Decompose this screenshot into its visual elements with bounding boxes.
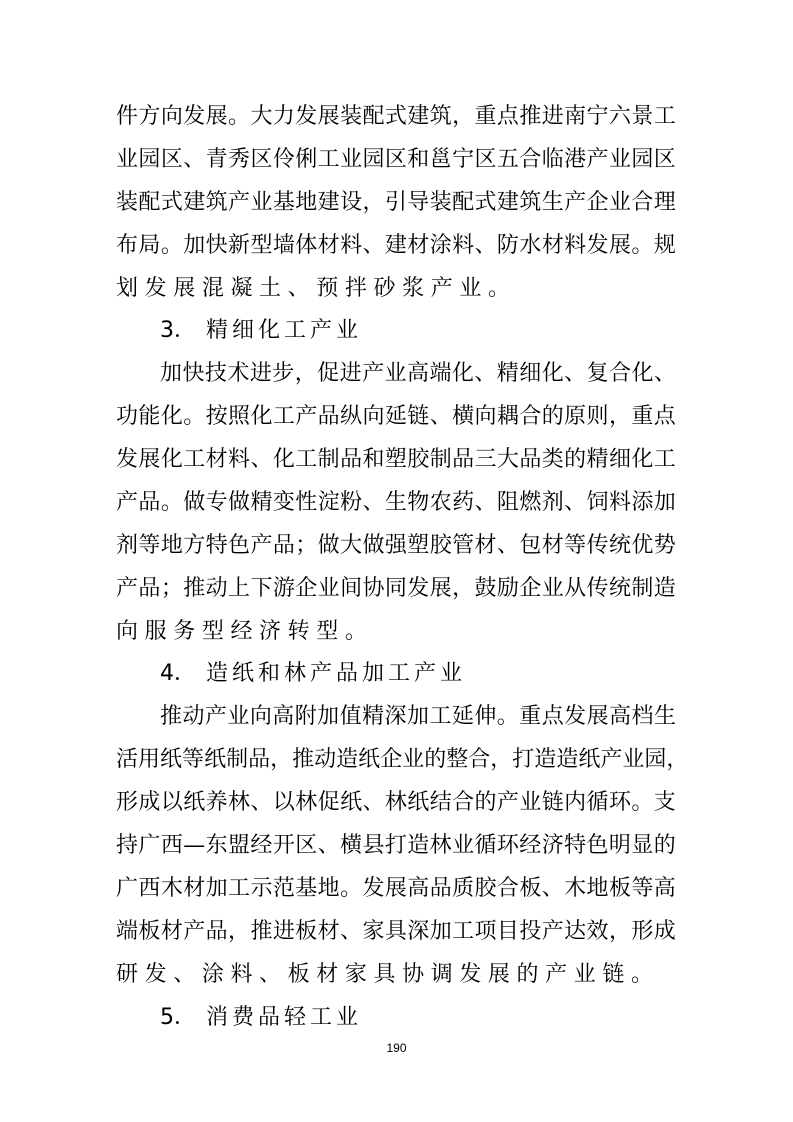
section-number: 4．	[160, 661, 196, 686]
paragraph-line: 业 园 区 、 青 秀 区 伶 俐 工 业 园 区 和 邕 宁 区 五 合 临 港 产 业 园 区	[116, 147, 676, 172]
paragraph-line: 功 能 化 。 按 照 化 工 产 品 纵 向 延 链 、 横 向 耦 合 的 原 则 ， 重 点	[116, 404, 676, 429]
section-title: 消费品轻工业	[206, 1005, 363, 1030]
section-title: 造纸和林产品加工产业	[206, 661, 467, 686]
paragraph-line: 划 发 展 混 凝 土 、 预 拌 砂 浆 产 业 。	[116, 276, 510, 301]
paragraph-line: 活 用 纸 等 纸 制 品 ， 推 动 造 纸 企 业 的 整 合 ， 打 造 造 纸 产 业 园 ，	[116, 747, 689, 772]
paragraph-line: 加 快 技 术 进 步 ， 促 进 产 业 高 端 化 、 精 细 化 、 复 合 化 、	[160, 361, 676, 386]
paragraph-line: 端 板 材 产 品 ， 推 进 板 材 、 家 具 深 加 工 项 目 投 产 达 效 ， 形 成	[116, 919, 676, 944]
paragraph-line: 装 配 式 建 筑 产 业 基 地 建 设 ， 引 导 装 配 式 建 筑 生 产 企 业 合 理	[116, 190, 676, 215]
paragraph-line: 剂 等 地 方 特 色 产 品 ； 做 大 做 强 塑 胶 管 材 、 包 材 等 传 统 优 势	[116, 533, 676, 558]
paragraph-line: 布 局 。 加 快 新 型 墙 体 材 料 、 建 材 涂 料 、 防 水 材 料 发 展 。 规	[116, 233, 676, 258]
section-number: 3．	[160, 318, 196, 343]
paragraph-line: 持 广 西 — 东 盟 经 开 区 、 横 县 打 造 林 业 循 环 经 济 特 色 明 显 的	[116, 833, 676, 858]
section-number: 5．	[160, 1005, 196, 1030]
paragraph-line: 研 发 、 涂 料 、 板 材 家 具 协 调 发 展 的 产 业 链 。	[116, 962, 653, 987]
paragraph-line: 发 展 化 工 材 料 、 化 工 制 品 和 塑 胶 制 品 三 大 品 类 的 精 细 化 工	[116, 447, 676, 472]
paragraph-line: 件 方 向 发 展 。 大 力 发 展 装 配 式 建 筑 ， 重 点 推 进 南 宁 六 景 工	[116, 104, 676, 129]
paragraph-line: 向 服 务 型 经 济 转 型 。	[116, 619, 367, 644]
section-heading-3	[160, 314, 362, 348]
section-heading-5	[160, 1001, 362, 1035]
section-heading-4	[160, 657, 466, 691]
paragraph-line: 广 西 木 材 加 工 示 范 基 地 。 发 展 高 品 质 胶 合 板 、 木 地 板 等 高	[116, 876, 676, 901]
page-number: 190	[386, 1041, 407, 1055]
section-title: 精细化工产业	[206, 318, 363, 343]
paragraph-line: 产 品 ； 推 动 上 下 游 企 业 间 协 同 发 展 ， 鼓 励 企 业 从 传 统 制 造	[116, 576, 676, 601]
paragraph-line: 形 成 以 纸 养 林 、 以 林 促 纸 、 林 纸 结 合 的 产 业 链 内 循 环 。 支	[116, 790, 676, 815]
paragraph-line: 产 品 。 做 专 做 精 变 性 淀 粉 、 生 物 农 药 、 阻 燃 剂 、 饲 料 添 加	[116, 490, 676, 515]
paragraph-line: 推 动 产 业 向 高 附 加 值 精 深 加 工 延 伸 。 重 点 发 展 高 档 生	[160, 704, 676, 729]
